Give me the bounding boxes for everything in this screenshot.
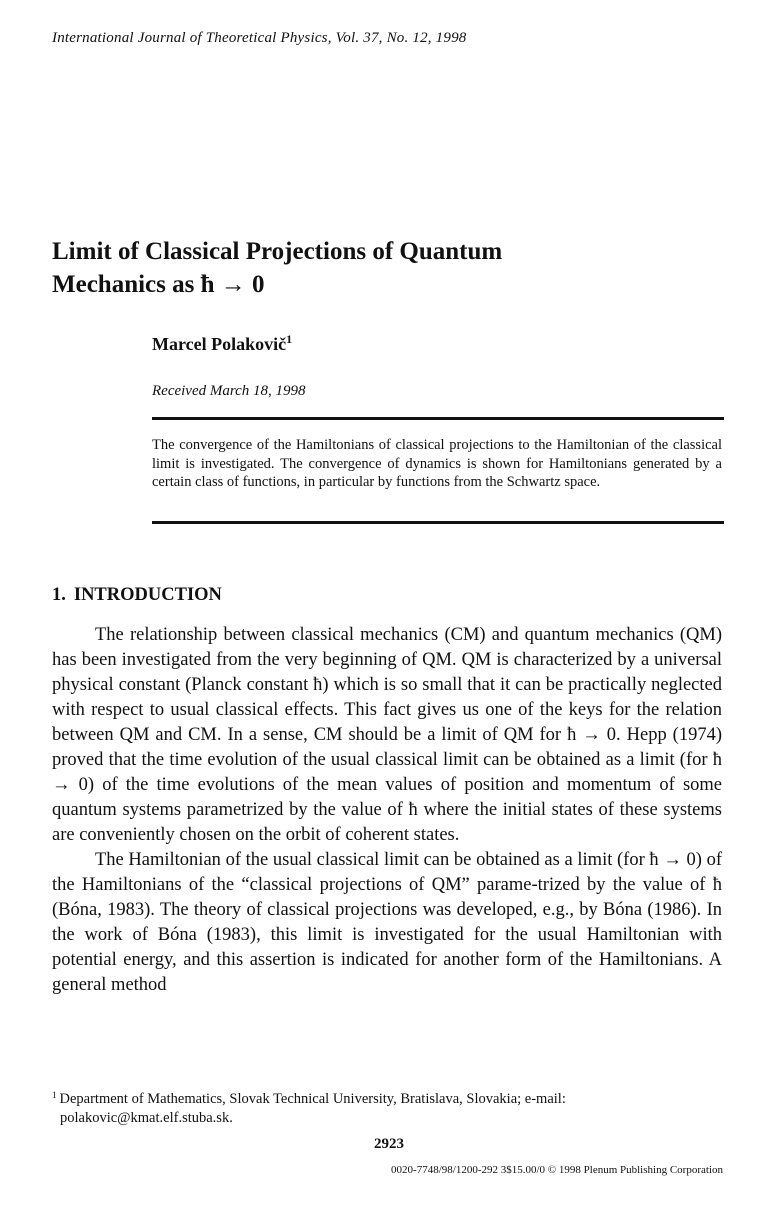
footnote-mark: 1: [52, 1090, 57, 1100]
title-line-2: Mechanics as ħ → 0: [52, 271, 265, 298]
footnote-line-1: Department of Mathematics, Slovak Technical University, Bratislava, Slovakia; e-mail:: [59, 1091, 566, 1107]
article-title: [52, 235, 502, 301]
paragraph: The relationship between classical mechanics (CM) and quantum mechanics (QM) has been investigated from the very beginning of QM. QM is characterized by a universal physical constant (Planck constant ħ) which is so small that it can be practically neglected with respect to usual classical effects. This fact gives us one of the keys for the relation between QM and CM. In a sense, CM should be a limit of QM for ħ → 0. Hepp (1974) proved that the time evolution of the usual classical limit can be obtained as a limit (for ħ → 0) of the time evolutions of the mean values of position and momentum of some quantum systems parametrized by the value of ħ where the initial states of these systems are conveniently chosen on the orbit of coherent states.: [52, 625, 722, 845]
section-number: 1.: [52, 585, 66, 605]
footnote: [52, 1086, 722, 1128]
body-text: [52, 623, 722, 998]
page-number: 2923: [374, 1136, 404, 1152]
footnote-line-2: polakovic@kmat.elf.stuba.sk.: [60, 1110, 233, 1126]
copyright-line: 0020-7748/98/1200-292 3$15.00/0 © 1998 Plenum Publishing Corporation: [391, 1164, 723, 1176]
journal-header: International Journal of Theoretical Physics, Vol. 37, No. 12, 1998: [52, 30, 467, 46]
title-line-1: Limit of Classical Projections of Quantum: [52, 238, 503, 265]
section-heading: [52, 585, 222, 606]
author-footnote-mark[interactable]: 1: [286, 332, 293, 346]
received-date: Received March 18, 1998: [152, 383, 306, 399]
paragraph: The Hamiltonian of the usual classical limit can be obtained as a limit (for ħ → 0) of the Hamiltonians of the “classical projections of QM” parame-trized by the value of ħ (Bóna, 1983). The theory of classical projections was developed, e.g., by Bóna (1986). In the work of Bóna (1983), this limit is investigated for the usual Hamiltonian with potential energy, and this assertion is indicated for another form of the Hamiltonians. A general method: [52, 850, 722, 995]
author: [152, 332, 292, 355]
abstract: The convergence of the Hamiltonians of classical projections to the Hamiltonian of the classical limit is investigated. The convergence of dynamics is shown for Hamiltonians generated by a certain class of functions, in particular by functions from the Schwartz space.: [152, 437, 722, 490]
section-title: INTRODUCTION: [73, 585, 222, 605]
abstract-top-rule: [152, 417, 724, 420]
abstract-bottom-rule: [152, 521, 724, 524]
author-name: Marcel Polakovič: [152, 334, 287, 354]
